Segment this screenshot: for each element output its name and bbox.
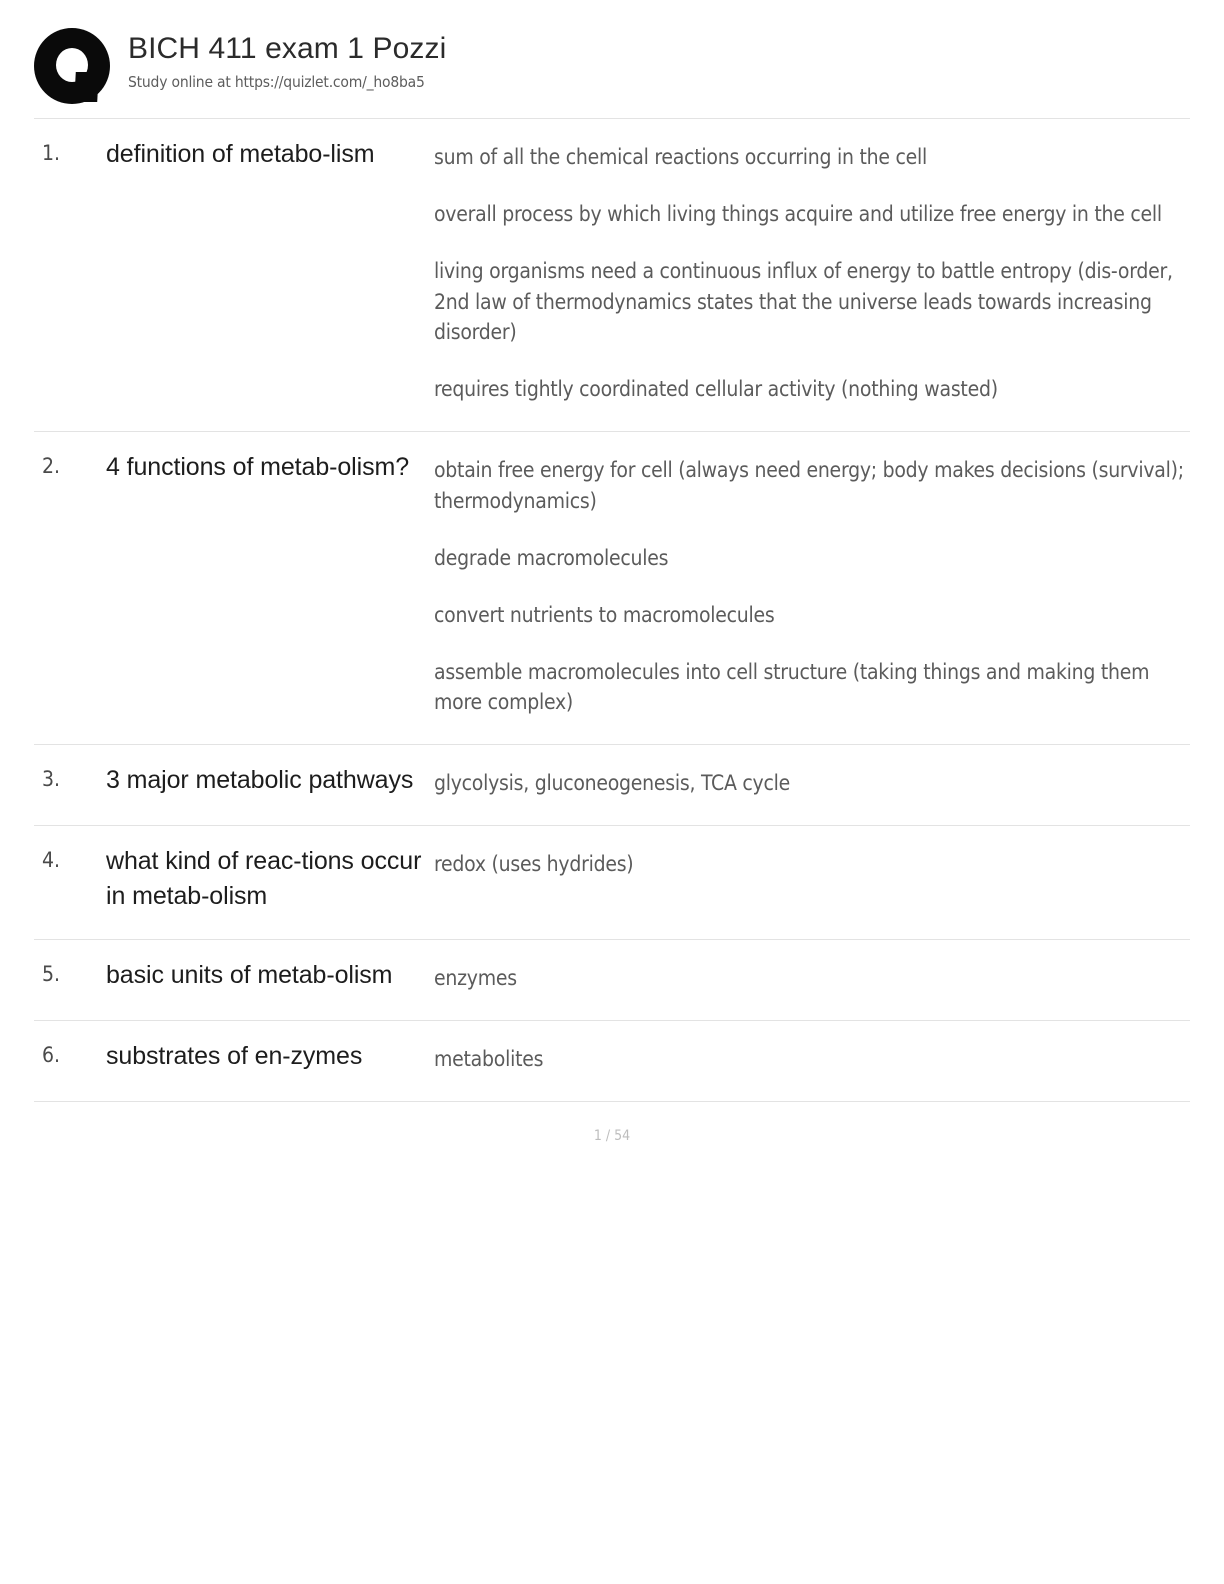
definition-paragraph: metabolites xyxy=(434,1047,544,1072)
definition-paragraph: convert nutrients to macromolecules xyxy=(434,602,775,627)
quizlet-q-logo-icon xyxy=(34,28,110,104)
document-header xyxy=(0,0,1224,110)
page-number: 1 / 54 xyxy=(593,1127,631,1144)
definition-paragraph: degrade macromolecules xyxy=(434,545,669,570)
table-row xyxy=(34,940,1190,1021)
definition-paragraph: requires tightly coordinated cellular activity (nothing wasted) xyxy=(434,377,998,402)
row-number: 6. xyxy=(42,1043,61,1068)
term-text: substrates of en-zymes xyxy=(106,1042,363,1071)
definition-cell xyxy=(432,137,1190,405)
definition-paragraph: living organisms need a continuous influx of energy to battle entropy (dis-order, 2nd law of thermodynamics states that the universe leads towards increasing disorder) xyxy=(434,258,1173,345)
title-block xyxy=(128,26,446,91)
definition-paragraph: overall process by which living things acquire and utilize free energy in the cell xyxy=(434,201,1162,226)
table-row xyxy=(34,432,1190,745)
definition-cell xyxy=(432,763,1190,799)
row-number: 1. xyxy=(42,141,61,165)
term-text: 3 major metabolic pathways xyxy=(106,766,414,795)
definition-paragraph: sum of all the chemical reactions occurring in the cell xyxy=(434,145,927,169)
study-link-text: Study online at https://quizlet.com/_ho8ba5 xyxy=(128,72,425,91)
table-row xyxy=(34,1021,1190,1102)
definition-cell xyxy=(432,1039,1190,1075)
row-number: 4. xyxy=(42,848,61,873)
table-row xyxy=(34,826,1190,940)
definition-cell xyxy=(432,958,1190,994)
definition-paragraph: obtain free energy for cell (always need energy; body makes decisions (survival); thermodynamics) xyxy=(434,458,1184,514)
table-row xyxy=(34,119,1190,432)
page-footer xyxy=(34,1128,1190,1164)
flashcard-list xyxy=(34,118,1190,1102)
definition-cell xyxy=(432,450,1190,718)
definition-paragraph: assemble macromolecules into cell structure (taking things and making them more complex) xyxy=(434,659,1150,715)
term-text: basic units of metab-olism xyxy=(106,961,393,990)
row-number: 3. xyxy=(42,767,61,792)
definition-paragraph: redox (uses hydrides) xyxy=(434,852,634,877)
term-text: 4 functions of metab-olism? xyxy=(106,453,410,482)
definition-paragraph: glycolysis, gluconeogenesis, TCA cycle xyxy=(434,771,790,796)
table-row xyxy=(34,745,1190,826)
term-text: what kind of reac-tions occur in metab-olism xyxy=(106,847,422,910)
row-number: 2. xyxy=(42,454,61,479)
term-text: definition of metabo-lism xyxy=(106,140,375,168)
row-number: 5. xyxy=(42,962,61,987)
definition-cell xyxy=(432,844,1190,880)
page-title: BICH 411 exam 1 Pozzi xyxy=(128,32,447,65)
definition-paragraph: enzymes xyxy=(434,966,517,991)
